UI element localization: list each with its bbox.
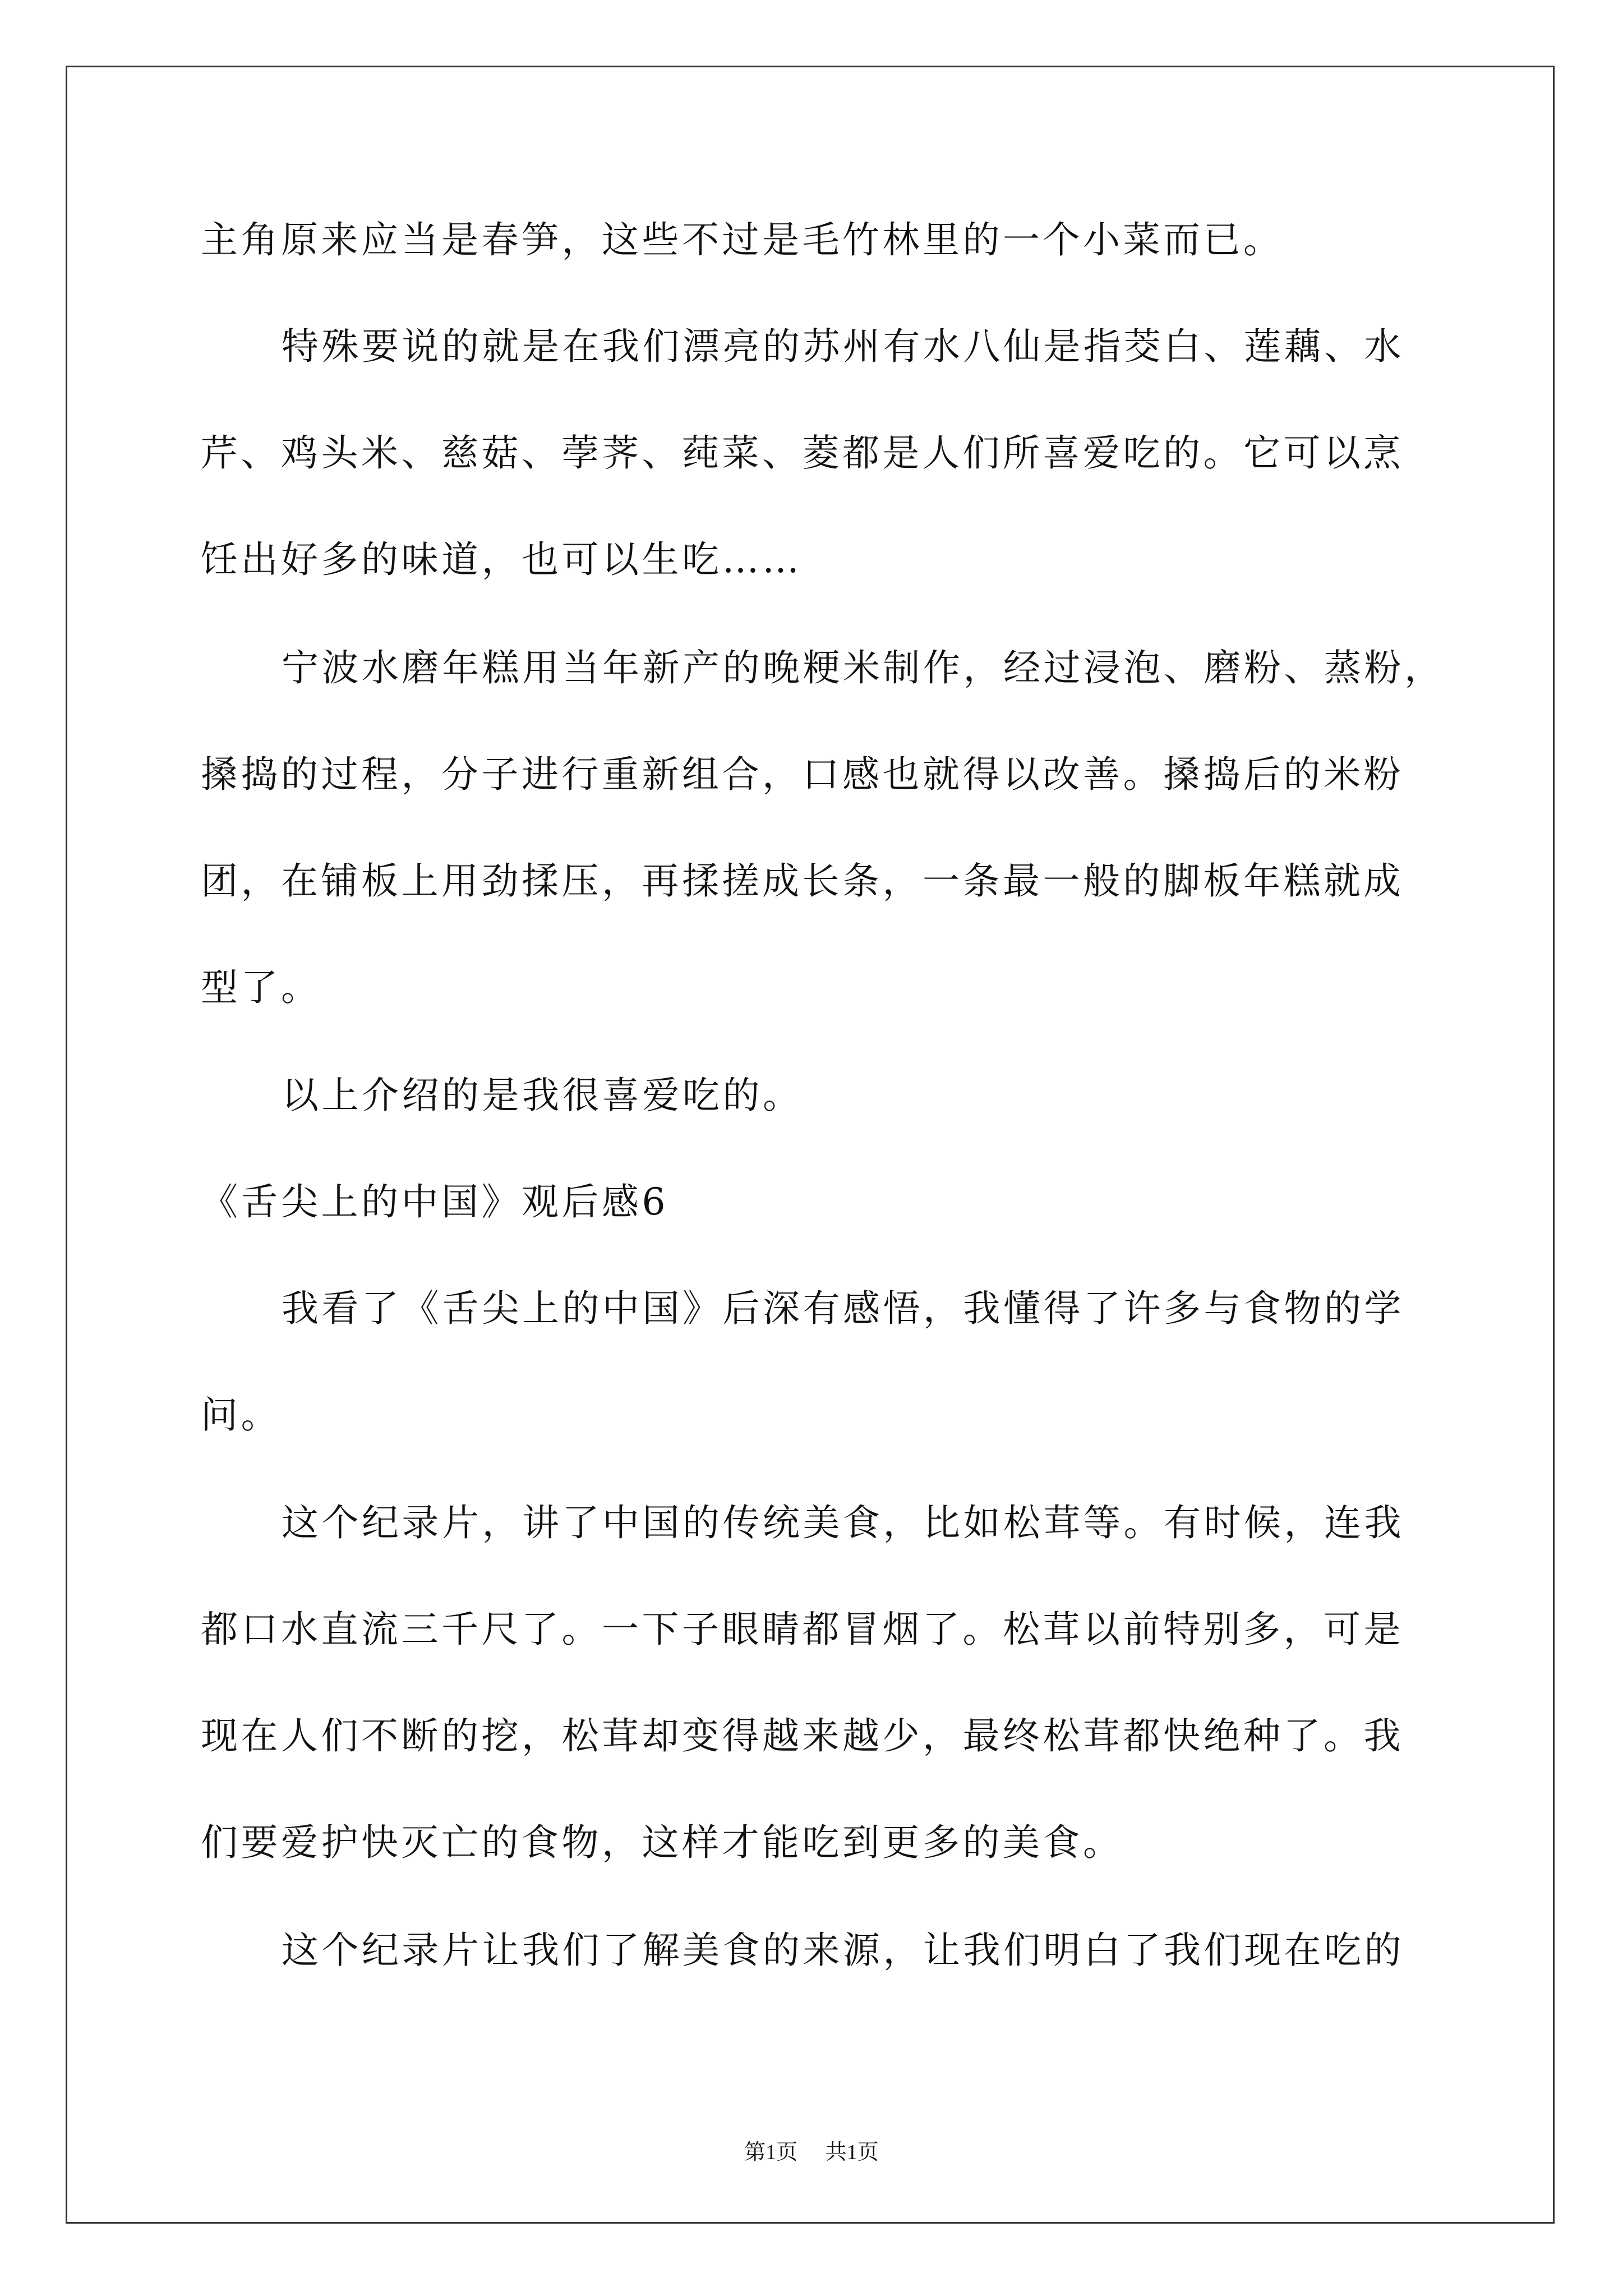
- page-total: 共1页: [825, 2141, 879, 2164]
- page-number: 第1页: [744, 2141, 798, 2164]
- paragraph-line: 特殊要说的就是在我们漂亮的苏州有水八仙是指茭白、莲藕、水: [282, 325, 1404, 368]
- text-line: 主角原来应当是春笋，这些不过是毛竹林里的一个小菜而已。: [201, 218, 1284, 261]
- paragraph-line: 宁波水磨年糕用当年新产的晚粳米制作，经过浸泡、磨粉、蒸粉，: [282, 646, 1445, 689]
- paragraph-line: 我看了《舌尖上的中国》后深有感悟，我懂得了许多与食物的学: [282, 1287, 1404, 1330]
- text-line: 问。: [201, 1393, 281, 1437]
- text-line: 芹、鸡头米、慈菇、荸荠、莼菜、菱都是人们所喜爱吃的。它可以烹: [201, 431, 1404, 475]
- section-heading: 《舌尖上的中国》观后感6: [201, 1180, 668, 1223]
- text-line: 型了。: [201, 966, 321, 1009]
- text-line: 搡捣的过程，分子进行重新组合，口感也就得以改善。搡捣后的米粉: [201, 753, 1404, 796]
- text-line: 饪出好多的味道，也可以生吃……: [201, 538, 803, 581]
- text-line: 现在人们不断的挖，松茸却变得越来越少，最终松茸都快绝种了。我: [201, 1714, 1404, 1757]
- text-line: 们要爱护快灭亡的食物，这样才能吃到更多的美食。: [201, 1821, 1123, 1864]
- page-border: [66, 66, 1555, 2224]
- text-line: 团，在铺板上用劲揉压，再揉搓成长条，一条最一般的脚板年糕就成: [201, 859, 1404, 903]
- paragraph-line: 这个纪录片，讲了中国的传统美食，比如松茸等。有时候，连我: [282, 1501, 1404, 1544]
- paragraph-line: 这个纪录片让我们了解美食的来源，让我们明白了我们现在吃的: [282, 1929, 1404, 1972]
- page-footer: [0, 2134, 1623, 2165]
- paragraph-line: 以上介绍的是我很喜爱吃的。: [282, 1074, 803, 1117]
- text-line: 都口水直流三千尺了。一下子眼睛都冒烟了。松茸以前特别多，可是: [201, 1608, 1404, 1651]
